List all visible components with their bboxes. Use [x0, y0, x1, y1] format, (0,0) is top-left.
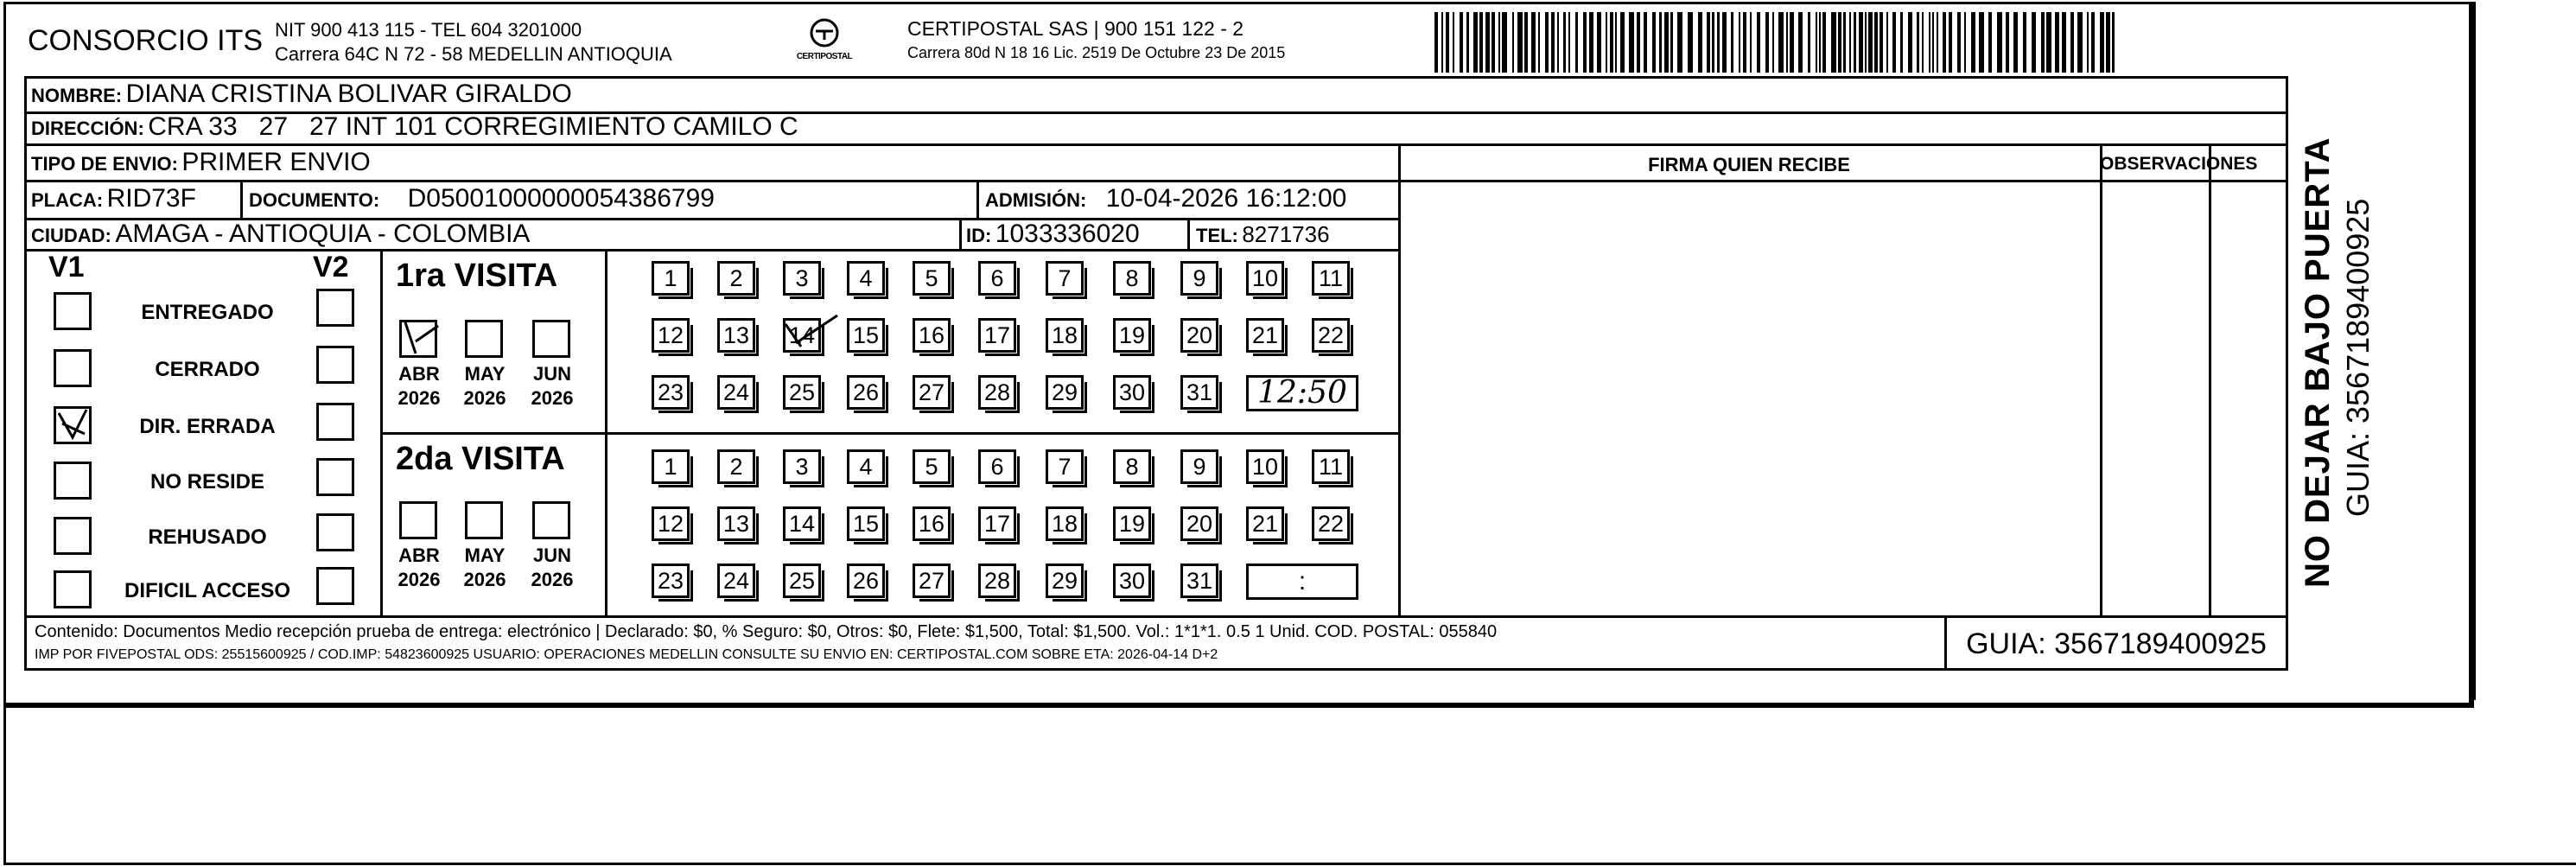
barcode-bar	[1492, 12, 1495, 73]
barcode-bar	[1498, 12, 1500, 73]
barcode-bar	[1479, 12, 1483, 73]
barcode-bar	[2112, 12, 2115, 73]
barcode-bar	[1757, 12, 1760, 73]
day-box[interactable]: 18	[1046, 506, 1084, 541]
documento-field: DOCUMENTO: D05001000000054386799	[249, 184, 715, 213]
barcode-bar	[1979, 12, 1984, 73]
day-box[interactable]: 11	[1312, 261, 1350, 296]
time-field[interactable]: :	[1246, 564, 1358, 600]
barcode	[1434, 12, 2117, 73]
day-box[interactable]: 4	[847, 261, 885, 296]
barcode-bar	[1943, 12, 1946, 73]
barcode-bar	[1512, 12, 1514, 73]
barcode-bar	[1688, 12, 1693, 73]
certipostal-address: Carrera 80d N 18 16 Lic. 2519 De Octubre 23 De 2015	[907, 44, 1286, 61]
day-box[interactable]: 10	[1246, 261, 1284, 296]
status-option-label: DIR. ERRADA	[139, 415, 276, 438]
day-box[interactable]: 29	[1046, 375, 1084, 410]
day-box[interactable]: 22	[1312, 318, 1350, 353]
barcode-bar	[1698, 12, 1702, 73]
barcode-bar	[1865, 12, 1867, 73]
side-guia: GUIA: 3567189400925	[2340, 198, 2376, 517]
day-box[interactable]: 7	[1046, 261, 1084, 296]
day-box[interactable]: 13	[717, 506, 755, 541]
month-checkbox[interactable]	[465, 320, 503, 358]
day-box[interactable]: 12	[652, 318, 690, 353]
barcode-bar	[1517, 12, 1523, 73]
company-name: CONSORCIO ITS	[28, 24, 264, 57]
barcode-bar	[2055, 12, 2059, 73]
barcode-bar	[2062, 12, 2066, 73]
v2-checkbox[interactable]	[316, 403, 354, 441]
barcode-bar	[1597, 12, 1601, 73]
day-box[interactable]: 16	[913, 506, 951, 541]
day-box[interactable]: 7	[1046, 449, 1084, 484]
right-divider	[2473, 2, 2476, 700]
barcode-bar	[1790, 12, 1794, 73]
tipo-row: TIPO DE ENVIO: PRIMER ENVIO	[31, 148, 371, 176]
barcode-bar	[1568, 12, 1570, 73]
month-checkbox[interactable]	[399, 501, 437, 539]
day-box[interactable]: 9	[1180, 449, 1218, 484]
barcode-bar	[1798, 12, 1803, 73]
barcode-bar	[1434, 12, 1438, 73]
barcode-bar	[1831, 12, 1836, 73]
month-year: 2026	[463, 569, 506, 590]
status-option-label: DIFICIL ACCESO	[124, 579, 290, 602]
certipostal-company: CERTIPOSTAL SAS | 900 151 122 - 2	[907, 17, 1244, 40]
tel-value: 8271736	[1242, 221, 1330, 247]
day-box[interactable]: 1	[652, 261, 690, 296]
barcode-bar	[1957, 12, 1961, 73]
v1-checkbox[interactable]	[54, 462, 92, 500]
barcode-bar	[1743, 12, 1746, 73]
day-box[interactable]: 26	[847, 564, 885, 598]
v2-checkbox[interactable]	[316, 567, 354, 605]
tel-field: TEL: 8271736	[1196, 221, 1330, 247]
barcode-bar	[1644, 12, 1647, 73]
id-field: ID: 1033336020	[966, 220, 1140, 248]
barcode-bar	[1750, 12, 1752, 73]
day-box[interactable]: 28	[978, 375, 1016, 410]
documento-value: D05001000000054386799	[407, 184, 715, 213]
barcode-bar	[1502, 12, 1507, 73]
day-box[interactable]: 17	[978, 318, 1016, 353]
barcode-bar	[1606, 12, 1607, 73]
barcode-bar	[2087, 12, 2089, 73]
barcode-bar	[1808, 12, 1810, 73]
day-box[interactable]: 10	[1246, 449, 1284, 484]
month-checkbox[interactable]	[532, 320, 570, 358]
barcode-bar	[1583, 12, 1587, 73]
day-box[interactable]: 3	[783, 261, 821, 296]
barcode-bar	[1886, 12, 1888, 73]
id-value: 1033336020	[995, 220, 1140, 248]
footer-print-info: IMP POR FIVEPOSTAL ODS: 25515600925 / COD.IMP: 54823600925 USUARIO: OPERACIONES MEDELLIN CONSULTE SU ENVIO EN: CERTIPOSTAL.COM SOBRE ETA: 2026-04-14 D+2	[35, 647, 1218, 662]
barcode-bar	[1551, 12, 1555, 73]
barcode-bar	[1937, 12, 1938, 73]
day-box[interactable]: 11	[1312, 449, 1350, 484]
lower-blank-frame	[3, 702, 2576, 865]
day-box[interactable]: 24	[717, 564, 755, 598]
barcode-bar	[1707, 12, 1710, 73]
placa-value: RID73F	[106, 184, 196, 213]
barcode-bar	[2100, 12, 2104, 73]
barcode-bar	[1922, 12, 1924, 73]
barcode-bar	[1712, 12, 1714, 73]
barcode-bar	[1722, 12, 1727, 73]
day-box[interactable]: 15	[847, 506, 885, 541]
barcode-bar	[1849, 12, 1851, 73]
barcode-bar	[2013, 12, 2018, 73]
barcode-bar	[2032, 12, 2036, 73]
day-box[interactable]: 23	[652, 375, 690, 410]
barcode-bar	[1892, 12, 1896, 73]
firma-header: FIRMA QUIEN RECIBE	[1648, 154, 1850, 175]
month-year: 2026	[531, 387, 574, 409]
day-box[interactable]: 17	[978, 506, 1016, 541]
barcode-bar	[1880, 12, 1883, 73]
ciudad-value: AMAGA - ANTIOQUIA - COLOMBIA	[115, 220, 531, 248]
barcode-bar	[1988, 12, 1992, 73]
barcode-bar	[1739, 12, 1740, 73]
barcode-bar	[1545, 12, 1549, 73]
v1-checkbox[interactable]	[54, 517, 92, 555]
barcode-bar	[1664, 12, 1669, 73]
barcode-bar	[2077, 12, 2083, 73]
barcode-bar	[1473, 12, 1478, 73]
barcode-bar	[2046, 12, 2051, 73]
day-box[interactable]: 25	[783, 375, 821, 410]
barcode-bar	[1929, 12, 1930, 73]
month-year: 2026	[463, 387, 506, 409]
month-checkbox[interactable]	[532, 501, 570, 539]
nombre-value: DIANA CRISTINA BOLIVAR GIRALDO	[125, 80, 572, 108]
day-box[interactable]: 21	[1246, 506, 1284, 541]
barcode-bar	[1677, 12, 1682, 73]
v2-label: V2	[313, 251, 349, 283]
barcode-bar	[1485, 12, 1490, 73]
day-box[interactable]: 5	[913, 261, 951, 296]
day-box[interactable]: 19	[1113, 506, 1151, 541]
day-box[interactable]: 4	[847, 449, 885, 484]
certipostal-logo	[788, 16, 861, 69]
placa-field: PLACA: RID73F	[31, 184, 196, 213]
barcode-bar	[1575, 12, 1578, 73]
day-box[interactable]: 20	[1180, 506, 1218, 541]
day-box[interactable]: 21	[1246, 318, 1284, 353]
barcode-bar	[1453, 12, 1454, 73]
month-name: JUN	[532, 544, 571, 566]
day-box[interactable]: 5	[913, 449, 951, 484]
day-box[interactable]: 19	[1113, 318, 1151, 353]
month-year: 2026	[531, 569, 574, 590]
day-box[interactable]: 25	[783, 564, 821, 598]
barcode-bar	[1822, 12, 1826, 73]
day-box[interactable]: 8	[1113, 261, 1151, 296]
v1-checkbox[interactable]	[54, 349, 92, 387]
barcode-bar	[1816, 12, 1817, 73]
day-box[interactable]: 8	[1113, 449, 1151, 484]
barcode-bar	[1563, 12, 1566, 73]
nombre-row: NOMBRE: DIANA CRISTINA BOLIVAR GIRALDO	[31, 80, 572, 108]
month-name: MAY	[464, 363, 506, 385]
barcode-bar	[1659, 12, 1662, 73]
footer-contents: Contenido: Documentos Medio recepción prueba de entrega: electrónico | Declarado: $0, % Seguro: $0, Otros: $0, Flete: $1,500, Total: $1,500. Vol.: 1*1*1. 0.5 1 Unid. COD. POSTAL: 055840	[35, 622, 1498, 641]
barcode-bar	[1620, 12, 1625, 73]
second-visit-title: 2da VISITA	[396, 441, 565, 477]
barcode-bar	[1772, 12, 1774, 73]
barcode-bar	[1765, 12, 1769, 73]
barcode-bar	[1629, 12, 1634, 73]
footer-guia: GUIA: 3567189400925	[1966, 627, 2267, 660]
barcode-bar	[1917, 12, 1919, 73]
month-year: 2026	[398, 569, 441, 590]
barcode-bar	[1908, 12, 1912, 73]
v2-checkbox[interactable]	[316, 513, 354, 551]
day-box[interactable]: 15	[847, 318, 885, 353]
month-checkbox[interactable]	[399, 320, 437, 358]
day-box[interactable]: 30	[1113, 564, 1151, 598]
barcode-bar	[2070, 12, 2074, 73]
barcode-bar	[2091, 12, 2095, 73]
day-box[interactable]: 14	[783, 506, 821, 541]
time-field[interactable]: 12:50	[1246, 375, 1358, 411]
first-visit-title: 1ra VISITA	[396, 258, 558, 294]
day-box[interactable]: 9	[1180, 261, 1218, 296]
barcode-bar	[1610, 12, 1613, 73]
barcode-bar	[1441, 12, 1443, 73]
logo-text: CERTIPOSTAL	[796, 52, 853, 61]
barcode-bar	[2041, 12, 2045, 73]
barcode-bar	[1971, 12, 1975, 73]
barcode-bar	[1524, 12, 1528, 73]
month-name: ABR	[398, 363, 440, 385]
day-box[interactable]: 6	[978, 449, 1016, 484]
day-box[interactable]: 22	[1312, 506, 1350, 541]
no-dejar-bajo-puerta: NO DEJAR BAJO PUERTA	[2299, 137, 2337, 588]
day-box[interactable]: 30	[1113, 375, 1151, 410]
barcode-bar	[1717, 12, 1720, 73]
barcode-bar	[1997, 12, 2002, 73]
status-option-label: REHUSADO	[148, 525, 267, 549]
barcode-bar	[1615, 12, 1617, 73]
barcode-bar	[1446, 12, 1449, 73]
barcode-bar	[1964, 12, 1966, 73]
status-option-label: ENTREGADO	[141, 301, 274, 324]
day-box[interactable]: 24	[717, 375, 755, 410]
day-box[interactable]: 2	[717, 261, 755, 296]
barcode-bar	[1531, 12, 1536, 73]
admision-value: 10-04-2026 16:12:00	[1105, 184, 1347, 213]
barcode-bar	[1466, 12, 1469, 73]
barcode-bar	[2106, 12, 2110, 73]
v1-checkbox[interactable]	[54, 406, 92, 444]
day-box[interactable]: 3	[783, 449, 821, 484]
barcode-bar	[1932, 12, 1934, 73]
direccion-row: DIRECCIÓN: CRA 33 27 27 INT 101 CORREGIMIENTO CAMILO C	[31, 112, 798, 141]
day-box[interactable]: 13	[717, 318, 755, 353]
check-mark-icon	[397, 315, 448, 359]
day-box[interactable]: 27	[913, 564, 951, 598]
barcode-bar	[1854, 12, 1856, 73]
barcode-bar	[1819, 12, 1821, 73]
day-box[interactable]: 29	[1046, 564, 1084, 598]
barcode-bar	[1859, 12, 1863, 73]
barcode-bar	[2023, 12, 2026, 73]
month-year: 2026	[398, 387, 441, 409]
barcode-bar	[1786, 12, 1788, 73]
day-box[interactable]: 26	[847, 375, 885, 410]
day-box[interactable]: 27	[913, 375, 951, 410]
barcode-bar	[1778, 12, 1784, 73]
barcode-bar	[1637, 12, 1640, 73]
observaciones-header: OBSERVACIONES	[2100, 154, 2258, 174]
day-box[interactable]: 18	[1046, 318, 1084, 353]
day-box[interactable]: 23	[652, 564, 690, 598]
month-name: JUN	[532, 363, 571, 385]
month-name: MAY	[464, 544, 506, 566]
barcode-bar	[1949, 12, 1952, 73]
v1-checkbox[interactable]	[54, 292, 92, 330]
barcode-bar	[1838, 12, 1841, 73]
day-box[interactable]: 31	[1180, 564, 1218, 598]
day-box[interactable]: 28	[978, 564, 1016, 598]
check-mark-icon	[54, 406, 92, 444]
company-nit: NIT 900 413 115 - TEL 604 3201000	[275, 19, 582, 41]
day-box[interactable]: 6	[978, 261, 1016, 296]
day-box[interactable]: 31	[1180, 375, 1218, 410]
day-box[interactable]: 2	[717, 449, 755, 484]
day-box[interactable]: 16	[913, 318, 951, 353]
day-box[interactable]: 12	[652, 506, 690, 541]
barcode-bar	[1538, 12, 1540, 73]
v1-checkbox[interactable]	[54, 570, 92, 608]
status-option-label: NO RESIDE	[149, 470, 265, 493]
v2-checkbox[interactable]	[316, 346, 354, 384]
barcode-bar	[1731, 12, 1733, 73]
barcode-bar	[1843, 12, 1846, 73]
day-box[interactable]: 1	[652, 449, 690, 484]
check-mark-icon	[780, 312, 841, 355]
status-option-label: CERRADO	[155, 358, 260, 381]
barcode-bar	[1868, 12, 1873, 73]
barcode-bar	[2006, 12, 2009, 73]
barcode-bar	[1460, 12, 1463, 73]
ciudad-field: CIUDAD: AMAGA - ANTIOQUIA - COLOMBIA	[31, 220, 531, 248]
day-box[interactable]: 20	[1180, 318, 1218, 353]
barcode-bar	[1557, 12, 1559, 73]
admision-field: ADMISIÓN: 10-04-2026 16:12:00	[985, 184, 1347, 213]
tipo-value: PRIMER ENVIO	[181, 148, 371, 176]
month-name: ABR	[398, 544, 440, 566]
barcode-bar	[1874, 12, 1878, 73]
direccion-value: CRA 33 27 27 INT 101 CORREGIMIENTO CAMILO C	[148, 112, 798, 141]
barcode-bar	[1900, 12, 1903, 73]
day-box[interactable]: 14	[783, 318, 821, 353]
v2-checkbox[interactable]	[316, 458, 354, 496]
barcode-bar	[1670, 12, 1673, 73]
v1-label: V1	[48, 251, 85, 283]
barcode-bar	[1589, 12, 1593, 73]
company-address: Carrera 64C N 72 - 58 MEDELLIN ANTIOQUIA	[275, 43, 672, 65]
v2-checkbox[interactable]	[316, 289, 354, 327]
barcode-bar	[1652, 12, 1656, 73]
month-checkbox[interactable]	[465, 501, 503, 539]
